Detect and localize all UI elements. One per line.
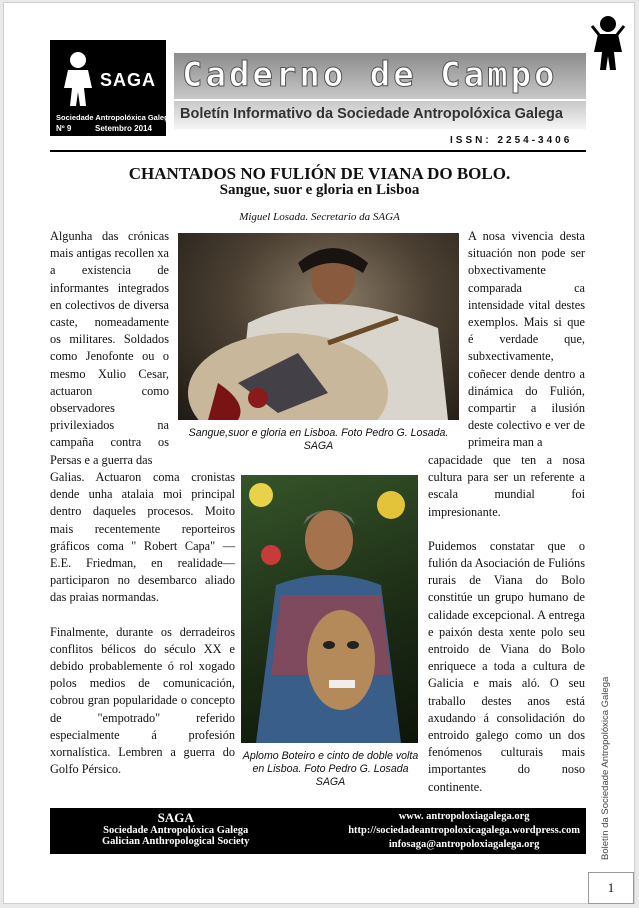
logo-box [50, 40, 173, 136]
footer-org [102, 812, 249, 847]
left-column-top [50, 228, 169, 469]
right-column-bottom [428, 452, 585, 813]
side-text: Boletín da Sociedade Antropolóxica Galega [600, 676, 611, 860]
paragraph: Puidemos constatar que o fulión da Asociación de Fulións rurais de Viana do Bolo constitúe un grupo humano de calidade excepcional. A entrega e paixón desta xente polo seu entroido de Viana do Bolo enriquece a toda a cultura de Galicia e mais aló. O seu traballo destes anos está axudando á consolidación do entroido galego como un dos fenómenos culturais mais importantes do noso continente. [428, 538, 585, 794]
footer-contacts [348, 810, 580, 852]
footer-bar [50, 808, 586, 854]
page-number: 1 [588, 872, 634, 904]
paragraph: Finalmente, durante os derradeiros conflitos bélicos do século XX e debido probablemente ó rol xogado polos medios de comunicación, cobrou gran popularidade o concepto de "empotrado" referido especialmente á profesión xornalística. Lembren a guerra do Golfo Pérsico. [50, 624, 235, 777]
article-title: CHANTADOS NO FULIÓN DE VIANA DO BOLO. [128, 164, 511, 183]
masked-man-image [241, 475, 418, 743]
paragraph: Algunha das crónicas mais antigas recollen xa a existencia de informantes integrados en colectivos de diversa caste, nomeadamente os militares. Soldados como Jenofonte ou o mesmo Xulio Cesar, actuaron como observadores privilexiados na campaña contra os Persas e a guerra das [50, 229, 169, 467]
subtitle-bar [174, 101, 586, 129]
paragraph: Galias. Actuaron coma cronistas dende unha atalaia moi principal dentro daqueles procesos. Moito mais recentemente reporteiros gráficos coma " Robert Capa" — E.E. Friedman, en realidade— participaron no desembarco aliado das praias normandas. [50, 470, 235, 605]
photo-drummer [178, 233, 459, 420]
left-column-bottom [50, 469, 235, 795]
logo-subtitle: Sociedade Antropolóxica Galega [56, 113, 173, 122]
footer-name: SAGA [157, 810, 194, 825]
saga-figure-icon [588, 12, 628, 72]
issn: ISSN: 2254-3406 [450, 135, 573, 146]
paragraph: A nosa vivencia desta situación non pode ser obxectivamente comparada ca intensidade vital destes exemplos. Mais si que é verdade que, subxectivamente, coñecer dende dentro a dinámica do Fulión, compartir a ilusión deste colectivo e ver de primeira man a [468, 229, 585, 450]
issue-number: Nº 9 [56, 124, 72, 133]
title-banner [174, 53, 586, 99]
right-column-top [468, 228, 585, 452]
footer-org-en: Galician Anthropological Society [102, 836, 250, 847]
photo-mask [241, 475, 418, 743]
drummer-image [178, 233, 459, 420]
logo-word: SAGA [100, 70, 157, 90]
logo-figure-icon [58, 48, 98, 108]
issue-date: Setembro 2014 [95, 124, 152, 133]
footer-blog-link[interactable]: http://sociedadeantropoloxicagalega.wordpress.com [348, 825, 580, 836]
newsletter-subtitle: Boletín Informativo da Sociedade Antropolóxica Galega [180, 106, 563, 122]
paragraph: capacidade que ten a nosa cultura para ser un referente a escala mundial foi impresionante. [428, 453, 585, 519]
caption-1: Sangue,suor e gloria en Lisboa. Foto Pedro G. Losada. SAGA [188, 427, 449, 452]
newsletter-title: Caderno de Campo [182, 55, 558, 95]
caption-2: Aplomo Boteiro e cinto de doble volta en Lisboa. Foto Pedro G. Losada SAGA [242, 750, 419, 788]
header-divider [50, 150, 586, 152]
article-author: Miguel Losada. Secretario da SAGA [239, 211, 400, 223]
footer-org-gl: Sociedade Antropolóxica Galega [103, 825, 249, 836]
footer-email-link[interactable]: infosaga@antropoloxiagalega.org [388, 839, 540, 850]
footer-web-link[interactable]: www. antropoloxiagalega.org [398, 811, 530, 822]
article-subtitle: Sangue, suor e gloria en Lisboa [219, 182, 420, 198]
